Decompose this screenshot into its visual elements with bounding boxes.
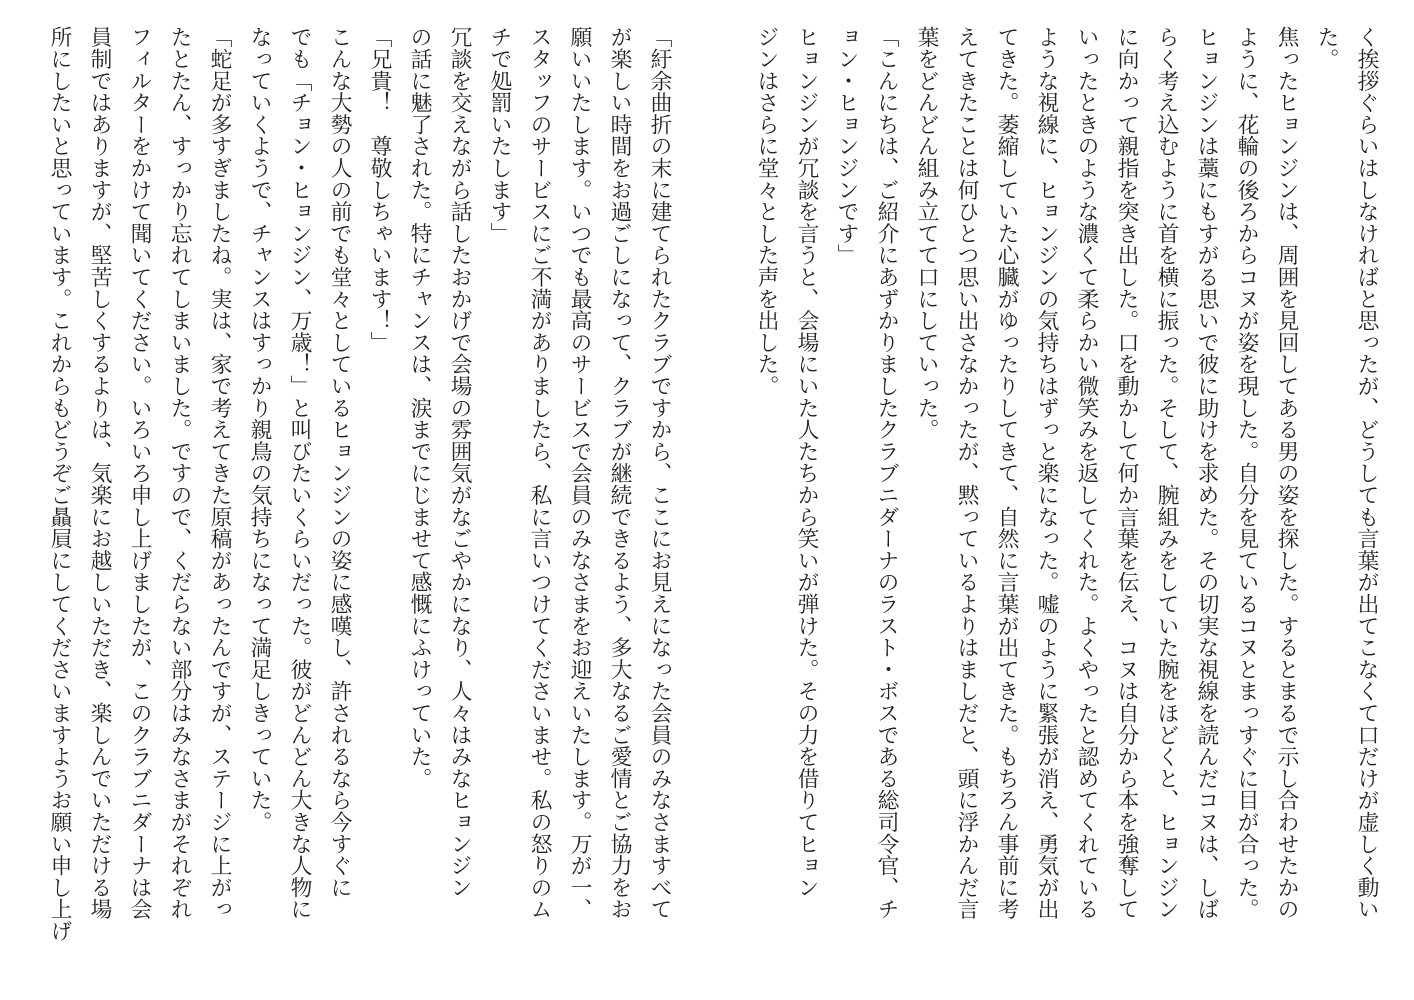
left-page-text: [19, 26, 679, 986]
text-line: 焦ったヒョンジンは、周囲を見回してある男の姿を探した。するとまるで示し合わせたかの: [1274, 26, 1299, 920]
text-line: 員制ではありますが、堅苦しくするよりは、気楽にお越しいただき、楽しんでいただける場: [87, 26, 112, 920]
text-line: 所にしたいと思っています。これからもどうぞご贔屓にしてくださいますようお願い申し上げ: [47, 26, 72, 942]
text-line: ヒョンジンが冗談を言うと、会場にいた人たちから笑いが弾けた。その力を借りてヒョン: [794, 26, 819, 898]
text-line: の話に魅了された。特にチャンスは、涙までにじませて感慨にふけっていた。: [407, 26, 432, 789]
text-line: ジンはさらに堂々とした声を出した。: [754, 26, 779, 397]
text-line: スタッフのサービスにご不満がありましたら、私に言いつけてくださいませ。私の怒りのム: [527, 26, 552, 920]
text-line: ョン・ヒョンジンです」: [834, 26, 859, 266]
text-line: フィルターをかけて聞いてください。いろいろ申し上げましたが、このクラブニダーナは会: [127, 26, 152, 920]
text-line: く挨拶ぐらいはしなければと思ったが、どうしても言葉が出てこなくて口だけが虚しく動い: [1354, 26, 1379, 920]
text-line: に向かって親指を突き出した。口を動かして何か言葉を伝え、コヌは自分から本を強奪して: [1114, 26, 1139, 920]
text-line: ように、花輪の後ろからコヌが姿を現した。自分を見ているコヌとまっすぐに目が合った。: [1234, 26, 1259, 920]
text-line: こんな大勢の人の前でも堂々としているヒョンジンの姿に感嘆し、許されるなら今すぐに: [327, 26, 352, 898]
text-line: てきた。萎縮していた心臓がゆったりしてきて、自然に言葉が出てきた。もちろん事前に考: [994, 26, 1019, 920]
text-line: ような視線に、ヒョンジンの気持ちはずっと楽になった。嘘のように緊張が消え、勇気が出: [1034, 26, 1059, 920]
text-line: 葉をどんどん組み立てて口にしていった。: [914, 26, 939, 441]
right-page: [707, 0, 1414, 1000]
text-line: 「こんにちは、ご紹介にあずかりましたクラブニダーナのラスト・ボスである総司令官、チ: [874, 26, 899, 920]
text-line: が楽しい時間をお過ごしになって、クラブが継続できるよう、多大なるご愛情とご協力をお: [607, 26, 632, 920]
text-line: でも「チョン・ヒョンジン、万歳！」と叫びたいくらいだった。彼がどんどん大きな人物に: [287, 26, 312, 920]
text-line: いったときのような濃くて柔らかい微笑みを返してくれた。よくやったと認めてくれている: [1074, 26, 1099, 920]
text-line: 「兄貴！ 尊敬しちゃいます！」: [367, 26, 392, 353]
right-page-text: [726, 26, 1386, 986]
text-line: 「紆余曲折の末に建てられたクラブですから、ここにお見えになった会員のみなさますべて: [647, 26, 672, 920]
text-line: えてきたことは何ひとつ思い出さなかったが、黙っているよりはましだと、頭に浮かんだ言: [954, 26, 979, 920]
text-line: らく考え込むように首を横に振った。そして、腕組みをしていた腕をほどくと、ヒョンジン: [1154, 26, 1179, 920]
text-line: ヒョンジンは藁にもすがる思いで彼に助けを求めた。その切実な視線を読んだコヌは、しば: [1194, 26, 1219, 920]
text-line: チで処罰いたします」: [487, 26, 512, 244]
text-line: たとたん、すっかり忘れてしまいました。ですので、くだらない部分はみなさまがそれぞれ: [167, 26, 192, 920]
text-line: た。: [1314, 26, 1339, 70]
text-line: 「蛇足が多すぎましたね。実は、家で考えてきた原稿があったんですが、ステージに上がっ: [207, 26, 232, 920]
text-line: なっていくようで、チャンスはすっかり親鳥の気持ちになって満足しきっていた。: [247, 26, 272, 833]
text-line: 願いいたします。いつでも最高のサービスで会員のみなさまをお迎えいたします。万が一、: [567, 26, 592, 920]
text-line: 冗談を交えながら話したおかげで会場の雰囲気がなごやかになり、人々はみなヒョンジン: [447, 26, 472, 898]
